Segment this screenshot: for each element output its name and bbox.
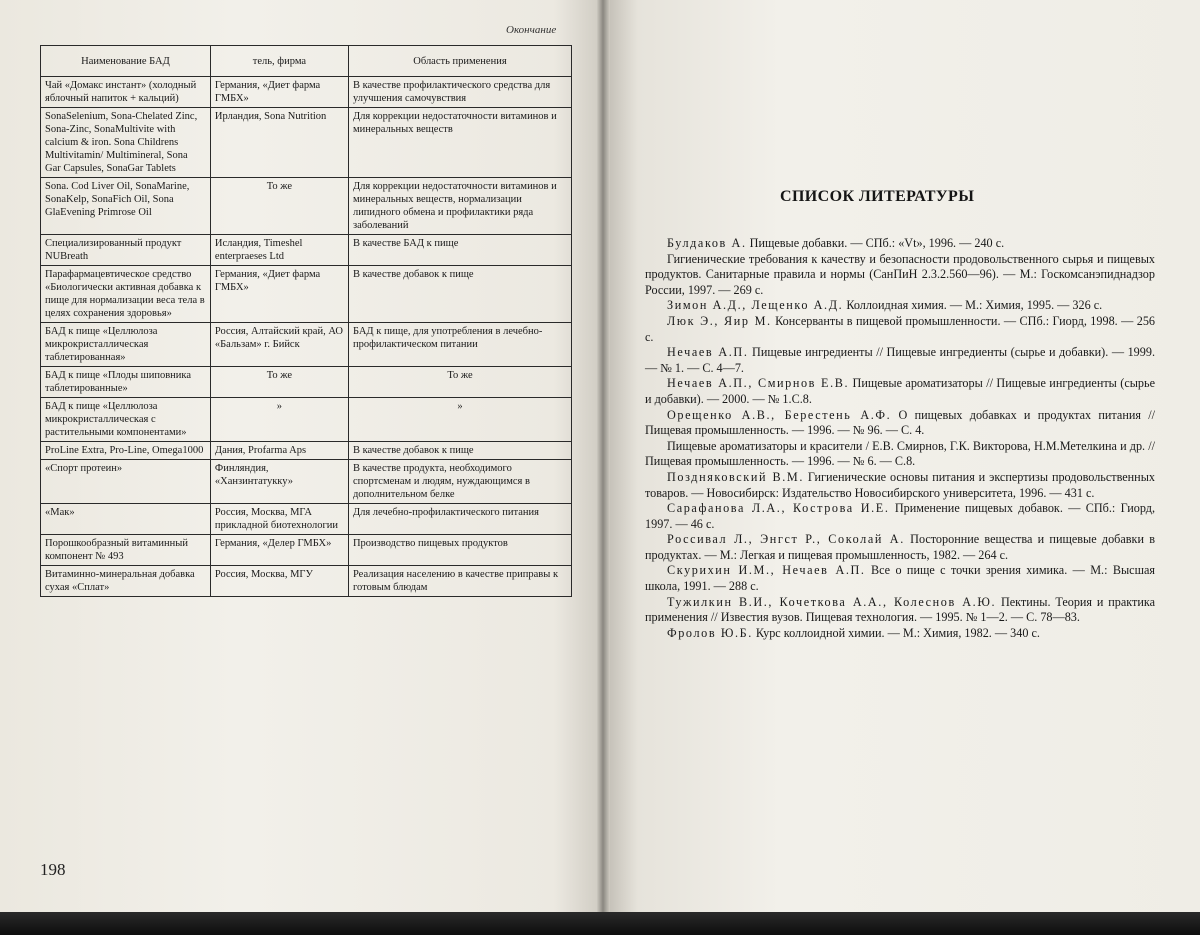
- reference-item: [645, 563, 1155, 594]
- cell-manufacturer: Германия, «Делер ГМБХ»: [210, 535, 348, 566]
- reference-item: [645, 595, 1155, 626]
- cell-application: Для коррекции недостаточности витаминов и минеральных веществ: [348, 108, 571, 178]
- reference-item: [645, 298, 1155, 314]
- cell-manufacturer: Дания, Profarma Aps: [210, 442, 348, 460]
- cell-manufacturer: Россия, Алтайский край, АО «Бальзам» г. Бийск: [210, 323, 348, 367]
- left-page: [0, 0, 602, 915]
- reference-author: Зимон А.Д., Лещенко А.Д.: [667, 298, 844, 313]
- cell-name: «Спорт протеин»: [41, 460, 211, 504]
- reference-item: [645, 252, 1155, 299]
- reference-author: Нечаев А.П.: [667, 345, 749, 360]
- cell-application: В качестве добавок к пище: [348, 442, 571, 460]
- reference-text: Коллоидная химия. — М.: Химия, 1995. — 326 с.: [846, 298, 1103, 313]
- cell-manufacturer: То же: [210, 178, 348, 235]
- reference-text: Консерванты в пищевой промышленности. — СПб.: Гиорд, 1998. — 256 с.: [645, 313, 1156, 344]
- cell-application: »: [348, 398, 571, 442]
- cell-name: Sona. Cod Liver Oil, SonaMarine, SonaKelp, SonaFich Oil, Sona GlaEvening Primrose Oil: [41, 178, 211, 235]
- reference-text: Посторонние вещества и пищевые добавки в продуктах. — М.: Легкая и пищевая промышленность, 1982. — 264 с.: [645, 532, 1155, 562]
- table-row: [41, 108, 572, 178]
- reference-author: Фролов Ю.Б.: [667, 625, 753, 640]
- cell-application: В качестве добавок к пище: [348, 266, 571, 323]
- table-row: [41, 566, 572, 597]
- reference-item: [645, 501, 1155, 532]
- reference-text: Все о пище с точки зрения химика. — М.: Высшая школа, 1991. — 288 с.: [645, 563, 1155, 594]
- cell-application: Реализация населению в качестве приправы к готовым блюдам: [348, 566, 571, 597]
- cell-application: БАД к пище, для употребления в лечебно-профилактическом питании: [348, 323, 571, 367]
- supplements-table: [40, 45, 572, 597]
- table-row: [41, 398, 572, 442]
- cell-name: SonaSelenium, Sona-Chelated Zinc, Sona-Zinc, SonaMultivite with calcium & iron. Sona Childrens Multivitamin/ Multimineral, Sona Gar Capsules, SonaGar Tablets: [41, 108, 211, 178]
- table-row: [41, 504, 572, 535]
- reference-item: [645, 532, 1155, 563]
- cell-application: Для коррекции недостаточности витаминов и минеральных веществ, нормализации липидного обмена и профилактики ряда заболеваний: [348, 178, 571, 235]
- reference-item: [645, 470, 1155, 501]
- table-row: [41, 367, 572, 398]
- reference-item: [645, 376, 1155, 407]
- reference-item: [645, 345, 1155, 376]
- header-application: Область применения: [348, 46, 571, 77]
- cell-application: В качестве профилактического средства для улучшения самочувствия: [348, 77, 571, 108]
- reference-author: Поздняковский В.М.: [667, 469, 805, 484]
- reference-author: Нечаев А.П., Смирнов Е.В.: [667, 376, 850, 391]
- cell-application: То же: [348, 367, 571, 398]
- cell-manufacturer: Исландия, Timeshel enterpraeses Ltd: [210, 235, 348, 266]
- bibliography-title: СПИСОК ЛИТЕРАТУРЫ: [780, 188, 975, 205]
- header-name: Наименование БАД: [41, 46, 211, 77]
- reference-text: Пектины. Теория и практика применения // Известия вузов. Пищевая технология. — 1995. № 1—2. — С. 78—83.: [645, 594, 1155, 625]
- cell-application: В качестве БАД к пище: [348, 235, 571, 266]
- reference-item: [645, 236, 1155, 252]
- reference-author: Россивал Л., Энгст Р., Соколай А.: [667, 532, 905, 547]
- cell-manufacturer: То же: [210, 367, 348, 398]
- cell-application: Производство пищевых продуктов: [348, 535, 571, 566]
- cell-manufacturer: Россия, Москва, МГУ: [210, 566, 348, 597]
- reference-author: Тужилкин В.И., Кочеткова А.А., Колеснов А.Ю.: [667, 594, 997, 609]
- table-row: [41, 442, 572, 460]
- cell-manufacturer: »: [210, 398, 348, 442]
- cell-application: В качестве продукта, необходимого спортсменам и людям, нуждающимся в дополнительном белке: [348, 460, 571, 504]
- cell-name: Порошкообразный витаминный компонент № 493: [41, 535, 211, 566]
- cell-name: БАД к пище «Целлюлоза микрокристаллическая с растительными компонентами»: [41, 398, 211, 442]
- cell-name: Парафармацевтическое средство «Биологически активная добавка к пище для нормализации веса тела в целях сохранения здоровья»: [41, 266, 211, 323]
- table-row: [41, 77, 572, 108]
- reference-author: Люк Э., Яир М.: [667, 313, 772, 328]
- reference-author: Булдаков А.: [667, 236, 747, 250]
- reference-author: Орещенко А.В., Берестень А.Ф.: [667, 407, 892, 422]
- reference-item: [645, 626, 1155, 642]
- reference-text: Гигиенические основы питания и экспертизы продовольственных товаров. — Новосибирск: Издательство Новосибирского университета, 1996. — 431 с.: [645, 469, 1155, 500]
- reference-item: [645, 314, 1155, 345]
- cell-name: БАД к пище «Плоды шиповника таблетированные»: [41, 367, 211, 398]
- reference-text: Применение пищевых добавок. — СПб.: Гиорд, 1997. — 46 с.: [645, 501, 1155, 531]
- bibliography-list: [645, 236, 1155, 641]
- cell-name: Витаминно-минеральная добавка сухая «Сплат»: [41, 566, 211, 597]
- continuation-label: Окончание: [506, 24, 557, 36]
- cell-name: «Мак»: [41, 504, 211, 535]
- reference-text: Пищевые ароматизаторы // Пищевые ингредиенты (сырье и добавки). — 2000. — № 1.С.8.: [645, 376, 1155, 406]
- book-gutter: [596, 0, 610, 915]
- reference-text: О пищевых добавках и продуктах питания // Пищевая промышленность. — 1996. — № 96. — С. 4.: [645, 407, 1156, 438]
- table-row: [41, 266, 572, 323]
- cell-application: Для лечебно-профилактического питания: [348, 504, 571, 535]
- reference-text: Гигиенические требования к качеству и безопасности продовольственного сырья и пищевых продуктов. Санитарные правила и нормы (СанПиН 2.3.2.560—96). — М.: Госкомсанэпиднадзор России, 1997. — 269 с.: [645, 251, 1155, 297]
- header-manufacturer: тель, фирма: [210, 46, 348, 77]
- reference-text: Пищевые ингредиенты // Пищевые ингредиенты (сырье и добавки). — 1999. — № 1. — С. 4—7.: [645, 345, 1155, 375]
- reference-author: Сарафанова Л.А., Кострова И.Е.: [667, 501, 890, 516]
- reference-item: [645, 439, 1155, 470]
- cell-manufacturer: Ирландия, Sona Nutrition: [210, 108, 348, 178]
- cell-manufacturer: Германия, «Диет фарма ГМБХ»: [210, 266, 348, 323]
- cell-name: Специализированный продукт NUBreath: [41, 235, 211, 266]
- reference-text: Пищевые ароматизаторы и красители / Е.В. Смирнов, Г.К. Викторова, Н.М.Метелкина и др. // Пищевая промышленность. — 1996. — № 6. — С.8.: [645, 438, 1155, 469]
- cell-manufacturer: Финляндия, «Ханзинтатукку»: [210, 460, 348, 504]
- reference-item: [645, 408, 1155, 439]
- table-row: [41, 323, 572, 367]
- table-header-row: [41, 46, 572, 77]
- page-number: 198: [40, 860, 66, 879]
- table-row: [41, 460, 572, 504]
- table-row: [41, 535, 572, 566]
- cell-manufacturer: Россия, Москва, МГА прикладной биотехнологии: [210, 504, 348, 535]
- cell-name: Чай «Домакс инстант» (холодный яблочный напиток + кальций): [41, 77, 211, 108]
- reference-text: Пищевые добавки. — СПб.: «Vt», 1996. — 240 с.: [749, 236, 1005, 250]
- table-body: [41, 77, 572, 597]
- reference-text: Курс коллоидной химии. — М.: Химия, 1982. — 340 с.: [755, 625, 1040, 640]
- table-row: [41, 178, 572, 235]
- table-row: [41, 235, 572, 266]
- cell-name: ProLine Extra, Pro-Line, Omega1000: [41, 442, 211, 460]
- cell-name: БАД к пище «Целлюлоза микрокристаллическая таблетированная»: [41, 323, 211, 367]
- bottom-edge: [0, 912, 1200, 935]
- reference-author: Скурихин И.М., Нечаев А.П.: [667, 563, 866, 578]
- cell-manufacturer: Германия, «Диет фарма ГМБХ»: [210, 77, 348, 108]
